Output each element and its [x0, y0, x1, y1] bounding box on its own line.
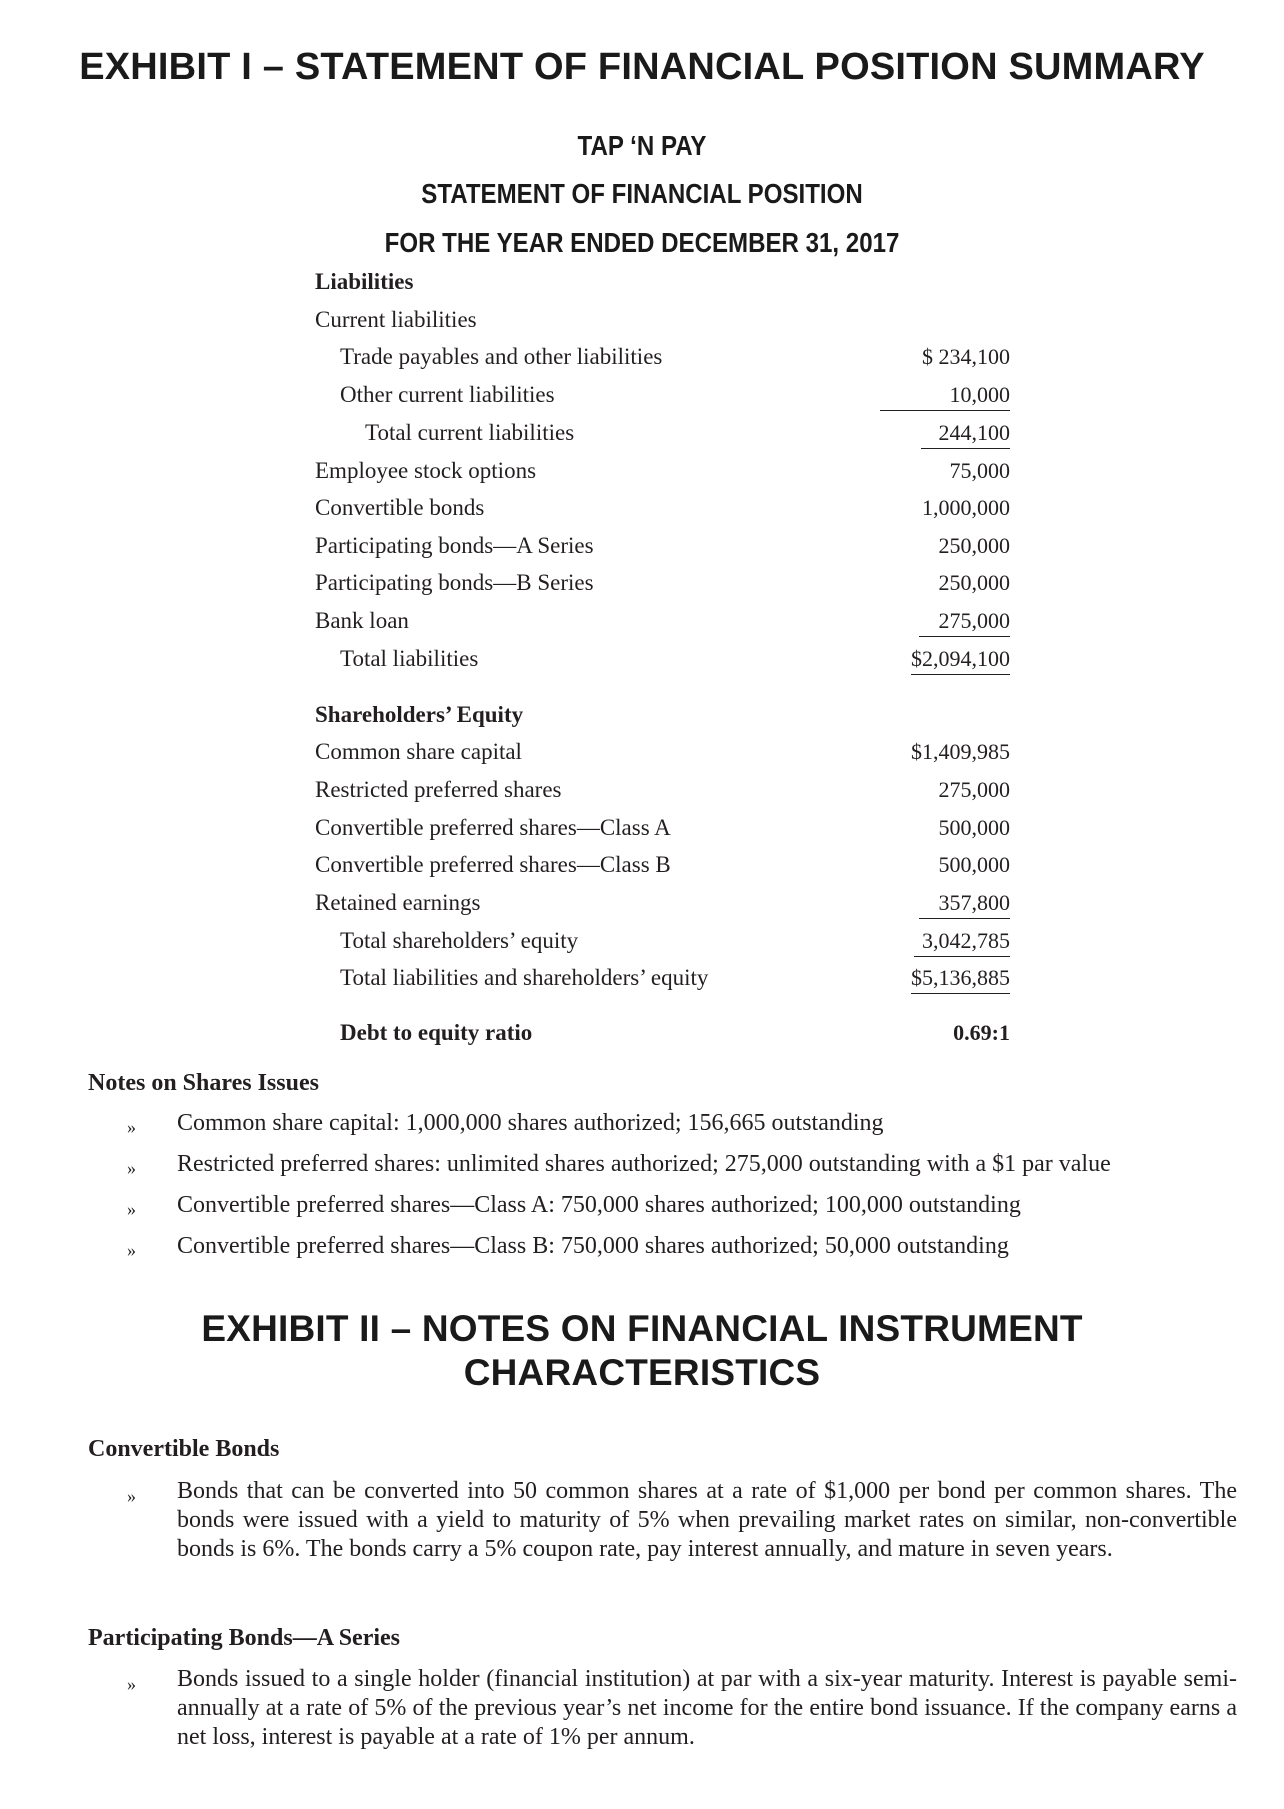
- exhibit-2-title: [0, 1307, 1284, 1395]
- table-row: [315, 926, 1010, 962]
- notes-shares-heading: Notes on Shares Issues: [88, 1070, 319, 1096]
- exhibit-1-title: EXHIBIT I – STATEMENT OF FINANCIAL POSITION SUMMARY: [79, 46, 1205, 88]
- row-value: 500,000: [938, 852, 1010, 877]
- row-label: Employee stock options: [315, 458, 537, 483]
- row-value: 1,000,000: [922, 495, 1010, 520]
- row-label: Restricted preferred shares: [315, 777, 562, 802]
- convertible-bonds-text: Bonds that can be converted into 50 common shares at a rate of $1,000 per bond per common shares. The bonds were issued with a yield to maturity of 5% when prevailing market rates on similar, non-convertible bonds is 6%. The bonds carry a 5% coupon rate, pay interest annually, and mature in seven years.: [177, 1478, 1237, 1562]
- table-row: [315, 456, 1010, 492]
- table-row: [315, 568, 1010, 604]
- table-row: [315, 888, 1010, 924]
- row-value: 244,100: [921, 418, 1011, 449]
- ratio-value: 0.69:1: [953, 1020, 1010, 1045]
- table-row: [315, 380, 1010, 416]
- bullet-icon: »: [127, 1486, 136, 1506]
- company-name: TAP ‘N PAY: [577, 130, 707, 161]
- row-value: 3,042,785: [914, 926, 1010, 957]
- list-item: Restricted preferred shares: unlimited shares authorized; 275,000 outstanding with a $1 par value: [177, 1151, 1111, 1177]
- row-label: Trade payables and other liabilities: [340, 344, 663, 369]
- table-row: [315, 644, 1010, 680]
- row-value: $1,409,985: [911, 739, 1010, 764]
- exhibit-2-title-line1: EXHIBIT II – NOTES ON FINANCIAL INSTRUMENT: [201, 1308, 1083, 1349]
- table-row: [315, 963, 1010, 999]
- row-label: Participating bonds—A Series: [315, 533, 594, 558]
- bullet-icon: »: [127, 1158, 136, 1178]
- liabilities-heading: Liabilities: [315, 269, 414, 294]
- row-value: 250,000: [938, 533, 1010, 558]
- participating-bonds-a-text: Bonds issued to a single holder (financial institution) at par with a six-year maturity. Interest is payable semi-annually at a rate of 5% of the previous year’s net income for the entire bond issuance. If the company earns a net loss, interest is payable at a rate of 1% per annum.: [177, 1666, 1237, 1750]
- statement-title: STATEMENT OF FINANCIAL POSITION: [421, 178, 863, 209]
- ratio-label: Debt to equity ratio: [340, 1020, 533, 1045]
- row-label: Convertible preferred shares—Class B: [315, 852, 671, 877]
- bullet-icon: »: [127, 1199, 136, 1219]
- table-row: [315, 813, 1010, 849]
- list-item: Convertible preferred shares—Class B: 750,000 shares authorized; 50,000 outstanding: [177, 1233, 1009, 1259]
- table-row: [315, 418, 1010, 454]
- row-value: 10,000: [880, 380, 1011, 411]
- equity-heading-row: [315, 700, 1010, 736]
- table-row: [315, 737, 1010, 773]
- row-value: 275,000: [938, 777, 1010, 802]
- ratio-row: [315, 1018, 1010, 1054]
- list-item: Convertible preferred shares—Class A: 750,000 shares authorized; 100,000 outstanding: [177, 1192, 1021, 1218]
- row-value: 275,000: [919, 606, 1011, 637]
- row-value: 250,000: [938, 570, 1010, 595]
- current-liabilities-heading-row: [315, 305, 1010, 341]
- row-value: $2,094,100: [911, 644, 1010, 675]
- row-value: 75,000: [949, 458, 1010, 483]
- bullet-icon: »: [127, 1240, 136, 1260]
- row-label: Retained earnings: [315, 890, 481, 915]
- exhibit-2-title-line2: CHARACTERISTICS: [463, 1352, 821, 1393]
- row-label: Total shareholders’ equity: [340, 928, 579, 953]
- row-label: Total liabilities: [340, 646, 479, 671]
- row-label: Total liabilities and shareholders’ equity: [340, 965, 709, 990]
- row-label: Convertible bonds: [315, 495, 485, 520]
- participating-bonds-a-heading: Participating Bonds—A Series: [88, 1625, 401, 1651]
- list-item: Common share capital: 1,000,000 shares authorized; 156,665 outstanding: [177, 1110, 884, 1136]
- row-label: Bank loan: [315, 608, 409, 633]
- row-label: Convertible preferred shares—Class A: [315, 815, 671, 840]
- bullet-icon: »: [127, 1674, 136, 1694]
- row-label: Total current liabilities: [365, 420, 575, 445]
- row-label: Participating bonds—B Series: [315, 570, 594, 595]
- table-row: [315, 606, 1010, 642]
- bullet-icon: »: [127, 1117, 136, 1137]
- liabilities-heading-row: [315, 267, 1010, 303]
- row-value: $5,136,885: [911, 963, 1010, 994]
- row-value: 357,800: [919, 888, 1011, 919]
- row-label: Common share capital: [315, 739, 522, 764]
- table-row: [315, 775, 1010, 811]
- current-liabilities-heading: Current liabilities: [315, 307, 477, 332]
- table-row: [315, 342, 1010, 378]
- row-value: $ 234,100: [922, 344, 1010, 369]
- row-label: Other current liabilities: [340, 382, 555, 407]
- table-row: [315, 531, 1010, 567]
- equity-heading: Shareholders’ Equity: [315, 702, 524, 727]
- convertible-bonds-heading: Convertible Bonds: [88, 1436, 280, 1462]
- row-value: 500,000: [938, 815, 1010, 840]
- table-row: [315, 850, 1010, 886]
- statement-period: FOR THE YEAR ENDED DECEMBER 31, 2017: [384, 227, 900, 258]
- table-row: [315, 493, 1010, 529]
